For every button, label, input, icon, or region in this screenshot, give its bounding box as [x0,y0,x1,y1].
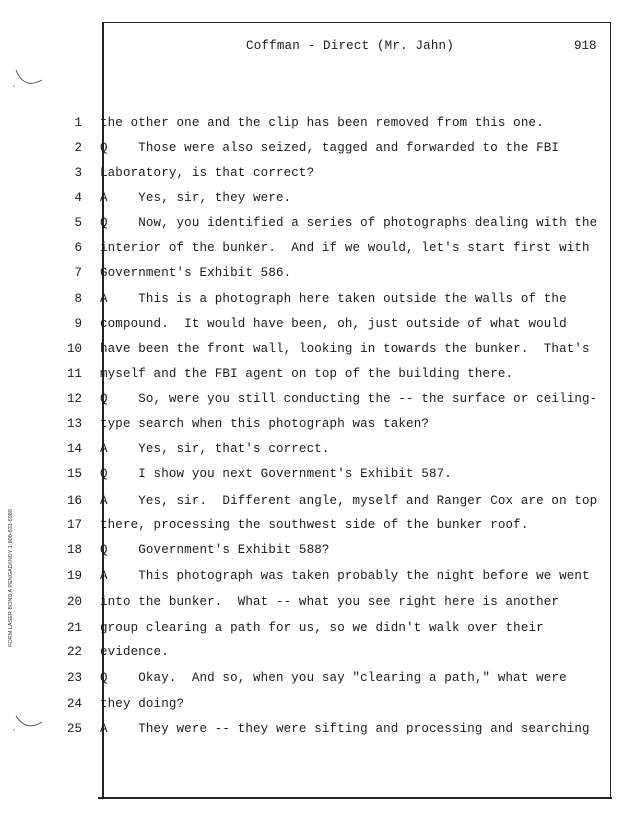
line-text: have been the front wall, looking in towards the bunker. That's [100,342,590,356]
page-border-top [102,22,610,23]
line-text: type search when this photograph was taken? [100,417,430,431]
line-number: 6 [74,241,82,255]
line-text: Q Okay. And so, when you say "clearing a path," what were [100,671,567,685]
line-text: Q Government's Exhibit 588? [100,543,330,557]
line-text: the other one and the clip has been removed from this one. [100,116,544,130]
line-number: 19 [66,569,82,583]
line-number: 8 [74,292,82,306]
punch-hole-mark-bottom [10,710,44,740]
line-text: A Yes, sir, that's correct. [100,442,330,456]
line-number: 11 [66,367,82,381]
line-text: Q I show you next Government's Exhibit 587. [100,467,452,481]
line-number: 17 [66,518,82,532]
page-border-right [610,22,611,798]
line-number: 5 [74,216,82,230]
line-text: into the bunker. What -- what you see right here is another [100,595,560,609]
line-text: Q So, were you still conducting the -- the surface or ceiling- [100,392,598,406]
line-number: 2 [74,141,82,155]
line-number: 21 [66,621,82,635]
page-number: 918 [574,39,597,53]
line-number: 24 [66,697,82,711]
line-text: group clearing a path for us, so we didn't walk over their [100,621,544,635]
line-number: 7 [74,266,82,280]
line-number: 18 [66,543,82,557]
line-text: Q Now, you identified a series of photographs dealing with the [100,216,598,230]
line-text: myself and the FBI agent on top of the building there. [100,367,514,381]
line-text: evidence. [100,645,169,659]
line-text: A Yes, sir. Different angle, myself and Ranger Cox are on top [100,494,598,508]
line-number: 25 [66,722,82,736]
form-vendor-imprint [6,490,16,665]
form-vendor-text: FORM LASER BOND A PENGAD/INDY 1-800-631-6989 [8,508,14,647]
line-number: 20 [66,595,82,609]
line-number: 16 [66,494,82,508]
line-text: compound. It would have been, oh, just outside of what would [100,317,567,331]
line-number: 23 [66,671,82,685]
line-number: 15 [66,467,82,481]
line-number: 14 [66,442,82,456]
page-border-bottom [98,797,612,799]
line-number: 3 [74,166,82,180]
line-text: there, processing the southwest side of the bunker roof. [100,518,529,532]
line-number: 12 [66,392,82,406]
line-text: A This is a photograph here taken outside the walls of the [100,292,567,306]
line-number: 10 [66,342,82,356]
line-text: A This photograph was taken probably the night before we went [100,569,590,583]
page-title: Coffman - Direct (Mr. Jahn) [246,39,454,53]
line-number: 13 [66,417,82,431]
line-text: A They were -- they were sifting and processing and searching [100,722,590,736]
line-text: Government's Exhibit 586. [100,266,292,280]
line-number: 9 [74,317,82,331]
line-text: they doing? [100,697,185,711]
line-number: 4 [74,191,82,205]
line-number: 22 [66,645,82,659]
line-text: Q Those were also seized, tagged and forwarded to the FBI [100,141,560,155]
line-text: interior of the bunker. And if we would, let's start first with [100,241,590,255]
punch-hole-mark-top [10,64,44,94]
line-text: Laboratory, is that correct? [100,166,315,180]
line-text: A Yes, sir, they were. [100,191,292,205]
line-number: 1 [74,116,82,130]
